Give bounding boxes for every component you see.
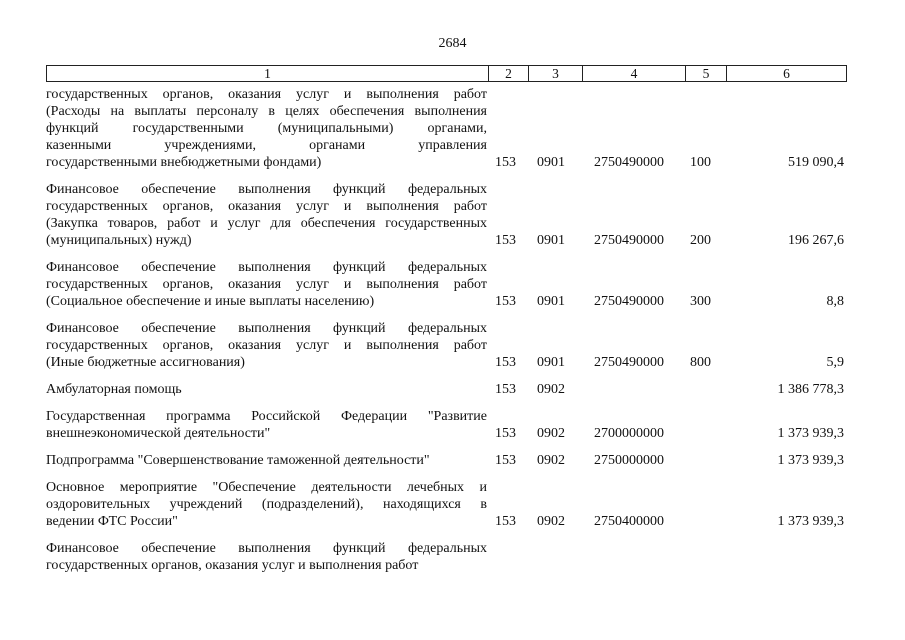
header-col-1: 1 (264, 66, 271, 81)
description-line: (Закупка товаров, работ и услуг для обеспечения государственных (46, 216, 487, 231)
cell-c6: 1 373 939,3 (777, 426, 844, 441)
description-line: государственных органов, оказания услуг и выполнения работ (46, 558, 419, 573)
description-line: Финансовое обеспечение выполнения функций федеральных (46, 182, 487, 197)
cell-c3: 0901 (537, 233, 565, 248)
row-description (46, 259, 487, 310)
table-row (46, 479, 847, 530)
cell-c2: 153 (495, 355, 516, 370)
cell-c2: 153 (495, 453, 516, 468)
table-row (46, 408, 847, 442)
description-line: (Социальное обеспечение и иные выплаты населению) (46, 294, 375, 309)
table-row (46, 381, 847, 398)
cell-c6: 8,8 (826, 294, 844, 309)
table-row (46, 320, 847, 371)
cell-c6: 1 386 778,3 (777, 382, 844, 397)
description-line: государственных органов, оказания услуг и выполнения работ (46, 277, 487, 292)
table-row (46, 181, 847, 249)
row-description (46, 540, 487, 574)
cell-c5: 100 (690, 155, 711, 170)
row-description (46, 181, 487, 249)
description-line: Финансовое обеспечение выполнения функций федеральных (46, 321, 487, 336)
cell-c3: 0902 (537, 382, 565, 397)
description-line: Подпрограмма "Совершенствование таможенной деятельности" (46, 453, 430, 468)
description-line: государственных органов, оказания услуг и выполнения работ (46, 338, 487, 353)
cell-c6: 519 090,4 (788, 155, 844, 170)
header-col-3: 3 (528, 66, 582, 81)
cell-c4: 2700000000 (594, 426, 664, 441)
cell-c3: 0901 (537, 294, 565, 309)
cell-c4: 2750000000 (594, 453, 664, 468)
cell-c3: 0902 (537, 426, 565, 441)
description-line: казенными учреждениями, органами управления (46, 138, 487, 153)
description-line: государственных органов, оказания услуг и выполнения работ (46, 87, 487, 102)
cell-c3: 0902 (537, 453, 565, 468)
description-line: Амбулаторная помощь (46, 382, 182, 397)
description-line: оздоровительных учреждений (подразделений), находящихся в (46, 497, 487, 512)
cell-c6: 1 373 939,3 (777, 453, 844, 468)
description-line: Государственная программа Российской Федерации "Развитие (46, 409, 487, 424)
description-line: Основное мероприятие "Обеспечение деятельности лечебных и (46, 480, 487, 495)
cell-c2: 153 (495, 514, 516, 529)
table-body (46, 86, 847, 584)
cell-c4: 2750400000 (594, 514, 664, 529)
cell-c5: 200 (690, 233, 711, 248)
cell-c3: 0901 (537, 155, 565, 170)
description-line: Финансовое обеспечение выполнения функций федеральных (46, 260, 487, 275)
table-row (46, 259, 847, 310)
row-description (46, 452, 487, 469)
header-col-5: 5 (685, 66, 726, 81)
description-line: функций государственными (муниципальными) органами, (46, 121, 487, 136)
description-line: государственными внебюджетными фондами) (46, 155, 322, 170)
cell-c2: 153 (495, 294, 516, 309)
cell-c4: 2750490000 (594, 155, 664, 170)
cell-c6: 1 373 939,3 (777, 514, 844, 529)
cell-c6: 196 267,6 (788, 233, 844, 248)
cell-c3: 0901 (537, 355, 565, 370)
table-row (46, 540, 847, 574)
cell-c5: 800 (690, 355, 711, 370)
table-row (46, 452, 847, 469)
header-col-4: 4 (582, 66, 685, 81)
row-description (46, 320, 487, 371)
cell-c4: 2750490000 (594, 355, 664, 370)
row-description (46, 479, 487, 530)
cell-c2: 153 (495, 426, 516, 441)
description-line: (муниципальных) нужд) (46, 233, 192, 248)
description-line: внешнеэкономической деятельности" (46, 426, 271, 441)
description-line: Финансовое обеспечение выполнения функций федеральных (46, 541, 487, 556)
description-line: (Расходы на выплаты персоналу в целях обеспечения выполнения (46, 104, 487, 119)
cell-c4: 2750490000 (594, 294, 664, 309)
table-header (46, 65, 847, 82)
cell-c4: 2750490000 (594, 233, 664, 248)
cell-c2: 153 (495, 233, 516, 248)
row-description (46, 86, 487, 171)
page-number: 2684 (438, 36, 467, 51)
row-description (46, 408, 487, 442)
description-line: ведении ФТС России" (46, 514, 178, 529)
description-line: государственных органов, оказания услуг и выполнения работ (46, 199, 487, 214)
cell-c3: 0902 (537, 514, 565, 529)
table-row (46, 86, 847, 171)
cell-c6: 5,9 (826, 355, 844, 370)
header-col-2: 2 (488, 66, 528, 81)
row-description (46, 381, 487, 398)
cell-c2: 153 (495, 155, 516, 170)
header-col-6: 6 (726, 66, 846, 81)
cell-c5: 300 (690, 294, 711, 309)
description-line: (Иные бюджетные ассигнования) (46, 355, 245, 370)
cell-c2: 153 (495, 382, 516, 397)
